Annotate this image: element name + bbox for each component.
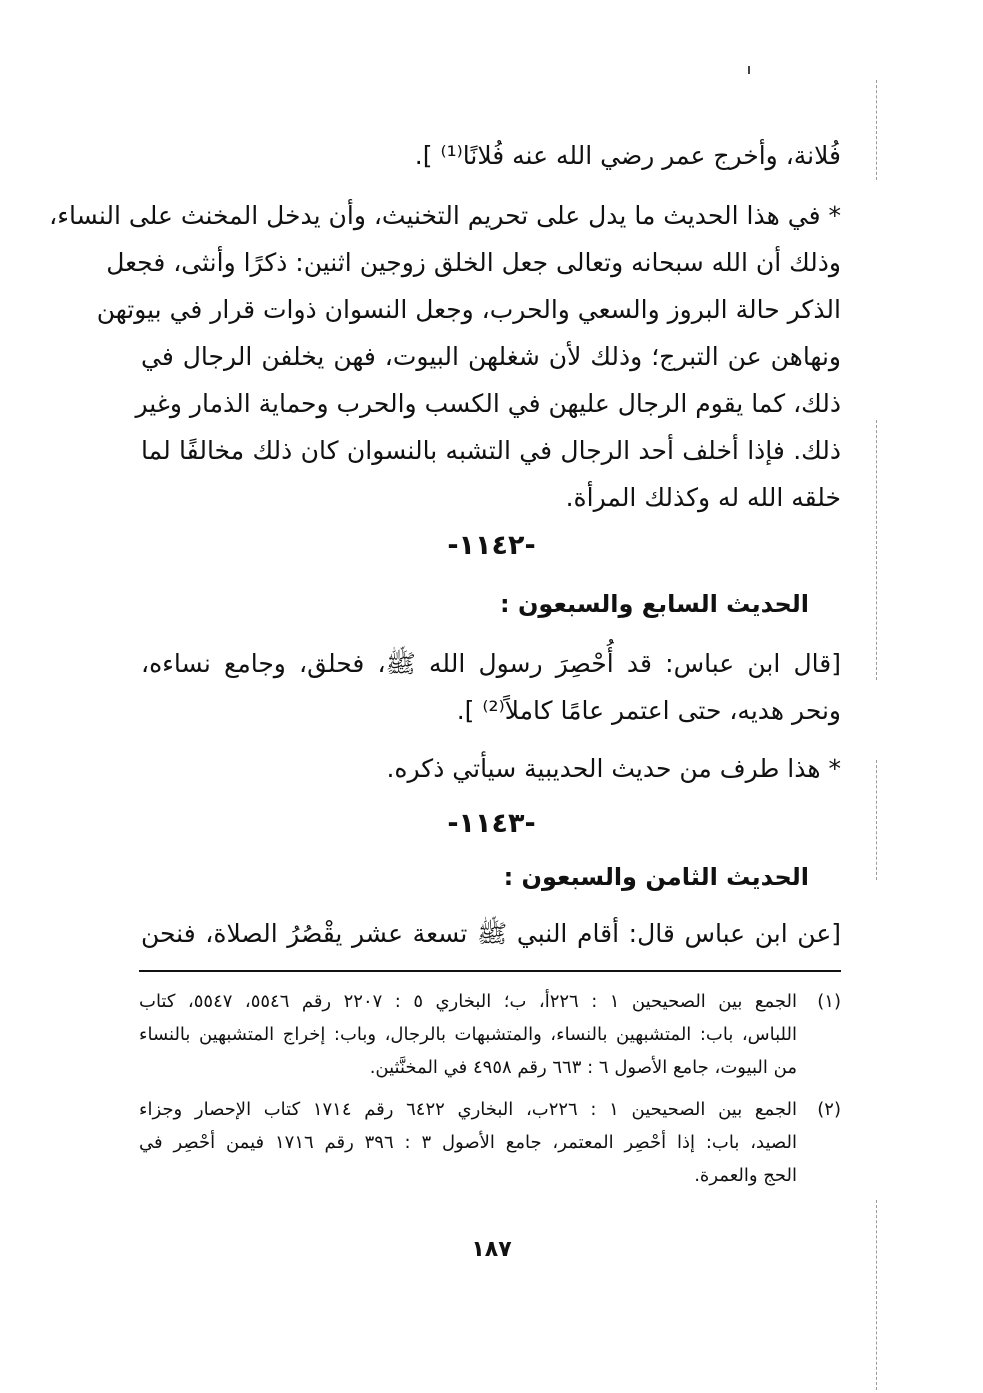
hadith-note [141,745,841,792]
text-line: * في هذا الحديث ما يدل على تحريم التخنيث، وأن يدخل المخنث على النساء، [49,201,841,230]
footnote-line: الجمع بين الصحيحين ١ : ٢٢٦ب، البخاري ٦٤٢٢ رقم ١٧١٤ كتاب الإحصار وجزاء [139,1099,797,1120]
text-line: * هذا طرف من حديث الحديبية سيأتي ذكره. [386,754,841,783]
hadith-number: -١١٤٢- [447,530,536,561]
footnote-line: الجمع بين الصحيحين ١ : ٢٢٦أ، ب؛ البخاري ٥ : ٢٢٠٧ رقم ٥٥٤٦، ٥٥٤٧، كتاب [139,991,797,1012]
commentary-paragraph [49,192,841,521]
footnote [139,1093,841,1192]
hadith-number: -١١٤٣- [447,808,536,839]
hadith-heading: الحديث السابع والسبعون : [499,590,809,618]
text-line: ذلك، كما يقوم الرجال عليهن في الكسب والحرب وحماية الذمار وغير [135,389,841,418]
footnote-body [139,985,797,1084]
text-line: وذلك أن الله سبحانه وتعالى جعل الخلق زوجين اثنين: ذكرًا وأنثى، فجعل [106,248,841,277]
hadith-heading: الحديث الثامن والسبعون : [503,863,809,891]
continuation-text [141,132,841,179]
footnote-number: (١) [817,991,841,1012]
footnote-line: الحج والعمرة. [694,1165,797,1186]
footnote-rule [139,970,841,972]
margin-guide [876,80,877,180]
footnote [139,985,841,1084]
text-line: ذلك. فإذا أخلف أحد الرجال في التشبه بالنسوان كان ذلك مخالفًا لما [141,436,841,465]
footnote-line: اللباس، باب: المتشبهين بالنساء، والمتشبهات بالرجال، وباب: إخراج المتشبهين بالنساء [139,1024,797,1045]
text-line: ونهاهن عن التبرج؛ وذلك لأن شغلهن البيوت، فهن يخلفن الرجال في [141,342,841,371]
footnote-line: الصيد، باب: إذا أحْصِر المعتمر، جامع الأصول ٣ : ٣٩٦ رقم ١٧١٦ فيمن أحْصِر في [139,1132,797,1153]
scan-mark [748,66,750,74]
margin-guide [876,1200,877,1390]
text-line: خلقه الله له وكذلك المرأة. [565,483,841,512]
text-line: فُلانة، وأخرج عمر رضي الله عنه فُلانًا⁽¹⁾ ]. [414,141,841,170]
hadith-text [141,910,841,957]
footnote-body [139,1093,797,1192]
page-number: ١٨٧ [471,1237,512,1262]
text-line: [قال ابن عباس: قد أُحْصِرَ رسول الله ﷺ، فحلق، وجامع نساءه، [141,649,841,678]
text-line: [عن ابن عباس قال: أقام النبي ﷺ تسعة عشر يقْصُرُ الصلاة، فنحن [141,919,841,948]
text-line: الذكر حالة البروز والسعي والحرب، وجعل النسوان ذوات قرار في بيوتهن [96,295,841,324]
text-line: ونحر هديه، حتى اعتمر عامًا كاملاً⁽²⁾ ]. [456,696,841,725]
footnote-line: من البيوت، جامع الأصول ٦ : ٦٦٣ رقم ٤٩٥٨ في المخنَّثين. [369,1057,797,1078]
footnote-number: (٢) [817,1099,841,1120]
hadith-text [141,640,841,734]
